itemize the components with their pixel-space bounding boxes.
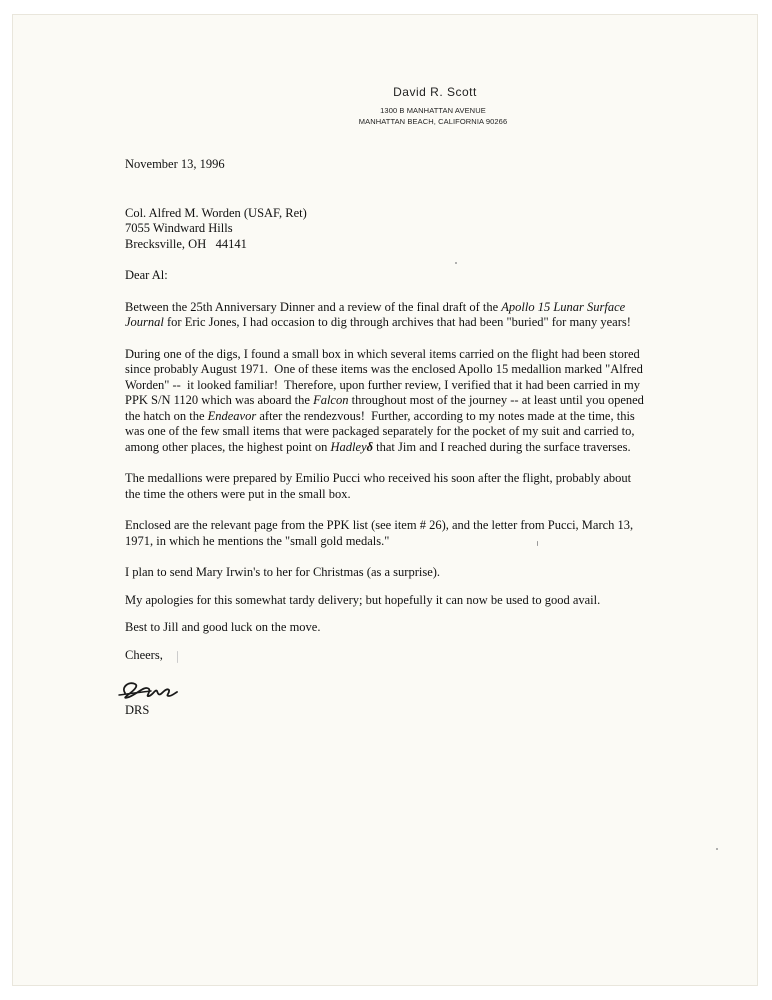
paragraph-6: My apologies for this somewhat tardy delivery; but hopefully it can now be used to good avail. [125,592,601,607]
paragraph-1 [125,300,645,331]
letterhead-address-line2: MANHATTAN BEACH, CALIFORNIA 90266 [358,117,508,126]
paper-speck [537,541,538,546]
recipient-line3: Brecksville, OH 44141 [125,236,247,251]
recipient-address [125,206,645,253]
letterhead [13,85,757,127]
p2-hadley-handwritten-delta: δ [366,439,374,454]
p2-hadley: Hadley [330,439,367,454]
p1-text-b: for Eric Jones, I had occasion to dig through archives that had been "buried" for many years! [163,315,631,329]
paper-speck [716,848,718,850]
letterhead-address [61,105,772,127]
recipient-line2: 7055 Windward Hills [125,221,233,235]
p2-falcon: Falcon [313,393,349,407]
paragraph-4: Enclosed are the relevant page from the PPK list (see item # 26), and the letter from Pucci, March 13, 1971, in which he mentions the "small gold medals." [125,518,634,548]
paragraph-2 [125,346,648,456]
signature-initials: DRS [125,703,150,717]
p1-title-part2: Journal [125,315,164,329]
paragraph-5: I plan to send Mary Irwin's to her for Christmas (as a surprise). [125,565,441,579]
signature-scribble-icon [115,675,185,705]
p1-text-a: Between the 25th Anniversary Dinner and a review of the final draft of the [125,299,502,314]
paper-speck [455,262,457,264]
letter-page [13,15,757,985]
closing: Cheers, [125,647,163,662]
p2-endeavor: Endeavor [207,408,257,423]
paper-speck [177,651,178,663]
letterhead-address-line1: 1300 B MANHATTAN AVENUE [380,106,486,115]
letter-body [125,157,648,719]
recipient-line1: Col. Alfred M. Worden (USAF, Ret) [125,205,307,220]
p2-text-c: after the rendezvous! Further, according to my notes made at the time, this was one of the few small items that were packaged separately for the pocket of my suit and carried to, among other places, the highest point on [125,408,638,454]
paragraph-7: Best to Jill and good luck on the move. [125,620,321,634]
p2-text-a: During one of the digs, I found a small box in which several items carried on the flight had been stored since probably August 1971. One of these items was the enclosed Apollo 15 medallion marked "Alfred Worden" -- it looked familiar! Therefore, upon further review, I verified that it had been carried in my PPK S/N 1120 which was aboard the [125,346,646,407]
p2-text-b: throughout most of the journey -- at least until you opened the hatch on the [125,393,648,423]
letterhead-name: David R. Scott [393,85,477,99]
letter-date: November 13, 1996 [125,157,225,171]
salutation: Dear Al: [125,268,168,282]
signature [125,681,645,703]
paragraph-3: The medallions were prepared by Emilio Pucci who received his soon after the flight, probably about the time the others were put in the small box. [125,471,632,501]
p2-text-d: that Jim and I reached during the surface traverses. [373,439,631,454]
p1-title-part1: Apollo 15 Lunar Surface [501,299,626,314]
